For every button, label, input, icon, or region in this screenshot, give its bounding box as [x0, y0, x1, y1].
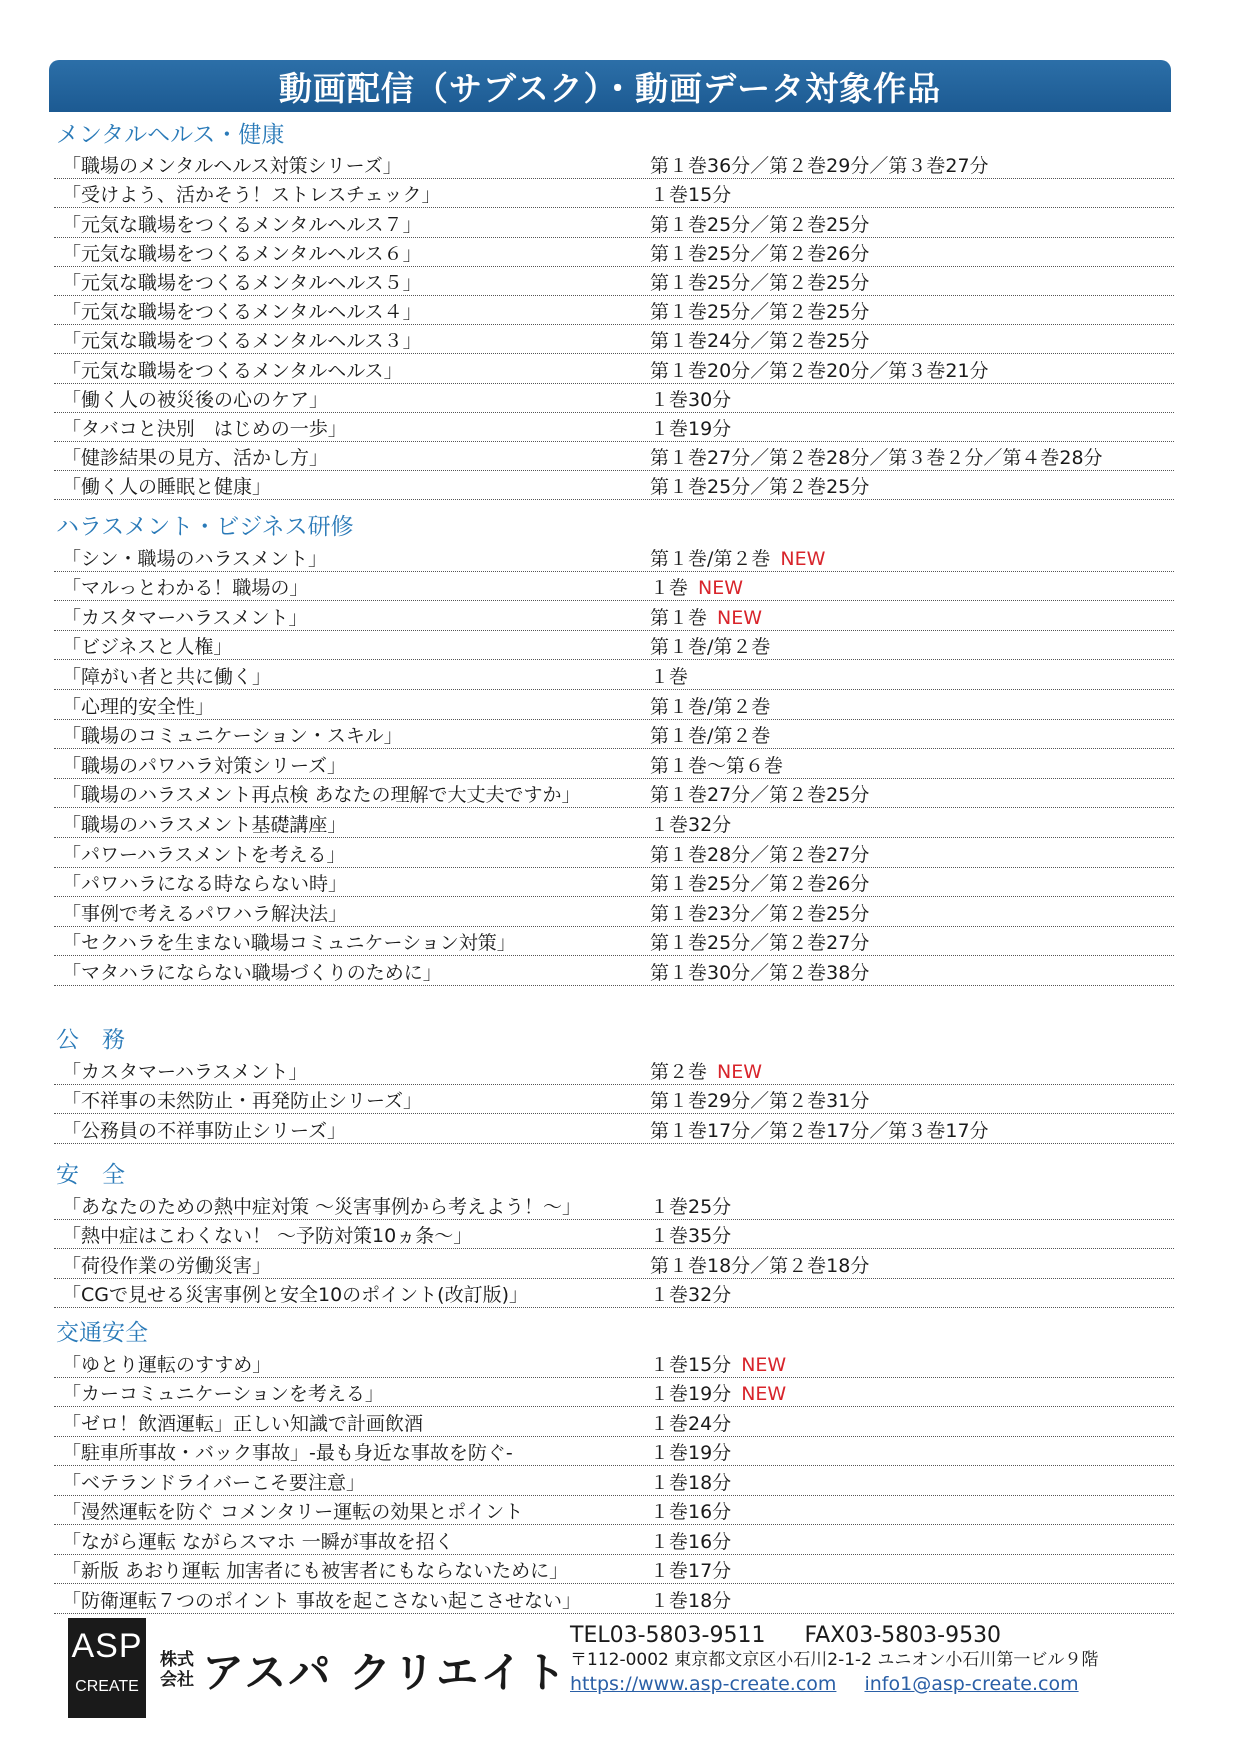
duration-text: １巻15分: [650, 1353, 732, 1376]
duration-text: １巻16分: [650, 1530, 732, 1553]
list-item: [54, 720, 1174, 750]
work-title: 「職場のメンタルヘルス対策シリーズ」: [62, 155, 402, 178]
section-harassment-business: [54, 512, 1174, 986]
work-duration: [650, 840, 1174, 867]
list-item: [54, 150, 1174, 179]
duration-text: 第１巻20分／第２巻20分／第３巻21分: [650, 359, 989, 382]
duration-text: 第１巻27分／第２巻25分: [650, 784, 870, 807]
work-title: 「カーコミュニケーションを考える」: [62, 1383, 384, 1405]
duration-text: １巻30分: [650, 388, 732, 411]
work-duration: [650, 297, 1174, 324]
work-title: 「カスタマーハラスメント」: [62, 606, 308, 629]
work-duration: [650, 573, 1174, 600]
list-item: [54, 413, 1174, 442]
work-title: 「ベテランドライバーこそ要注意」: [62, 1471, 366, 1494]
list-item: [54, 690, 1174, 720]
duration-text: 第２巻: [650, 1060, 708, 1083]
work-duration: [650, 1527, 1174, 1554]
work-duration: [650, 751, 1174, 778]
work-duration: [650, 1379, 1174, 1406]
work-title: 「新版 あおり運転 加害者にも被害者にもならないために」: [62, 1560, 569, 1582]
duration-text: 第１巻30分／第２巻38分: [650, 961, 870, 984]
work-duration: [650, 210, 1174, 237]
duration-text: １巻19分: [650, 1442, 732, 1464]
work-duration: [650, 180, 1174, 207]
work-title: 「荷役作業の労働災害」: [62, 1254, 272, 1277]
list-item: [54, 838, 1174, 868]
work-title: 「ビジネスと人権」: [62, 636, 233, 659]
list-item: [54, 1085, 1174, 1115]
list-item: [54, 267, 1174, 296]
work-title: 「ゆとり運転のすすめ」: [62, 1353, 272, 1376]
list-item: [54, 1496, 1174, 1526]
list-item: [54, 808, 1174, 838]
work-duration: [650, 268, 1174, 295]
work-title: 「元気な職場をつくるメンタルヘルス３」: [62, 330, 422, 353]
list-item: [54, 471, 1174, 500]
work-duration: [650, 662, 1174, 689]
list-item: [54, 1555, 1174, 1585]
work-title: 「パワハラになる時ならない時」: [62, 873, 348, 896]
work-title: 「あなたのための熱中症対策 ～災害事例から考えよう！～」: [62, 1195, 582, 1218]
list-item: [54, 1220, 1174, 1250]
work-duration: [650, 721, 1174, 748]
address: 〒112-0002 東京都文京区小石川2-1-2 ユニオン小石川第一ビル９階: [570, 1650, 1099, 1670]
duration-text: １巻19分: [650, 1383, 732, 1405]
section-title: 交通安全: [56, 1320, 148, 1346]
duration-text: 第１巻25分／第２巻26分: [650, 242, 870, 265]
list-item: [54, 779, 1174, 809]
section-title: メンタルヘルス・健康: [56, 122, 285, 148]
work-duration: [650, 958, 1174, 985]
duration-text: 第１巻23分／第２巻25分: [650, 902, 870, 925]
work-title: 「元気な職場をつくるメンタルヘルス７」: [62, 213, 422, 236]
contact-info: [570, 1624, 1210, 1696]
list-item: [54, 868, 1174, 898]
work-duration: [650, 1409, 1174, 1436]
list-item: [54, 572, 1174, 602]
work-title: 「健診結果の見方、活かし方」: [62, 447, 329, 470]
duration-text: １巻: [650, 665, 689, 688]
duration-text: 第１巻/第２巻: [650, 636, 771, 659]
duration-text: 第１巻: [650, 606, 708, 629]
company-name: アスパ クリエイト: [202, 1648, 569, 1697]
work-duration: [650, 414, 1174, 441]
duration-text: １巻25分: [650, 1195, 732, 1218]
work-duration: [650, 928, 1174, 955]
work-duration: [650, 356, 1174, 383]
list-item: [54, 442, 1174, 471]
list-item: [54, 1249, 1174, 1279]
work-duration: [650, 443, 1174, 470]
list-item: [54, 1378, 1174, 1408]
work-title: 「職場のハラスメント再点検 あなたの理解で大丈夫ですか」: [62, 784, 581, 807]
duration-text: １巻32分: [650, 813, 732, 836]
work-duration: [650, 1251, 1174, 1278]
work-duration: [650, 544, 1174, 571]
fax-number: FAX03-5803-9530: [804, 1623, 1002, 1648]
duration-text: 第１巻28分／第２巻27分: [650, 843, 870, 866]
work-title: 「元気な職場をつくるメンタルヘルス６」: [62, 242, 422, 265]
work-title: 「受けよう、活かそう！ストレスチェック」: [62, 184, 441, 207]
work-title: 「事例で考えるパワハラ解決法」: [62, 902, 348, 925]
list-item: [54, 1437, 1174, 1467]
work-title: 「職場のコミュニケーション・スキル」: [62, 725, 403, 748]
work-duration: [650, 326, 1174, 353]
list-item: [54, 1407, 1174, 1437]
work-title: 「漫然運転を防ぐ コメンタリー運転の効果とポイント: [62, 1501, 524, 1523]
work-duration: [650, 1192, 1174, 1219]
list-item: [54, 384, 1174, 413]
work-duration: [650, 1497, 1174, 1524]
section-safety: [54, 1160, 1174, 1308]
list-item: [54, 897, 1174, 927]
work-duration: [650, 603, 1174, 630]
work-title: 「不祥事の未然防止・再発防止シリーズ」: [62, 1090, 423, 1112]
section-traffic-safety: [54, 1318, 1174, 1614]
work-duration: [650, 1438, 1174, 1465]
work-duration: [650, 385, 1174, 412]
new-badge: NEW: [741, 1383, 787, 1405]
work-title: 「防衛運転７つのポイント 事故を起こさない起こさせない」: [62, 1589, 582, 1612]
new-badge: NEW: [741, 1353, 787, 1376]
work-duration: [650, 692, 1174, 719]
links-line: [570, 1672, 1210, 1696]
website-link[interactable]: https://www.asp-create.com: [570, 1673, 837, 1695]
list-item: [54, 1584, 1174, 1614]
duration-text: １巻: [650, 577, 689, 600]
work-title: 「タバコと決別 はじめの一歩」: [62, 417, 347, 440]
duration-text: 第１巻/第２巻: [650, 695, 771, 718]
work-title: 「マタハラにならない職場づくりのために」: [62, 961, 442, 984]
section-public-service: [54, 1025, 1174, 1144]
section-title: 安 全: [56, 1162, 125, 1188]
duration-text: １巻16分: [650, 1501, 732, 1523]
work-duration: [650, 1586, 1174, 1613]
duration-text: 第１巻/第２巻: [650, 547, 771, 570]
work-duration: [650, 869, 1174, 896]
list-item: [54, 601, 1174, 631]
new-badge: NEW: [698, 577, 744, 600]
list-item: [54, 296, 1174, 325]
duration-text: １巻19分: [650, 417, 732, 440]
list-item: [54, 1190, 1174, 1220]
work-title: 「セクハラを生まない職場コミュニケーション対策」: [62, 932, 516, 955]
duration-text: 第１巻25分／第２巻27分: [650, 932, 870, 955]
section-mental-health: [54, 120, 1174, 500]
work-title: 「ゼロ！飲酒運転」正しい知識で計画飲酒: [62, 1412, 424, 1435]
duration-text: 第１巻25分／第２巻25分: [650, 271, 870, 294]
duration-text: １巻24分: [650, 1412, 732, 1435]
list-item: [54, 1525, 1174, 1555]
list-item: [54, 325, 1174, 354]
work-duration: [650, 1086, 1174, 1113]
work-duration: [650, 1221, 1174, 1248]
logo-create-text: CREATE: [75, 1678, 139, 1695]
list-item: [54, 354, 1174, 383]
work-duration: [650, 472, 1174, 499]
work-duration: [650, 1468, 1174, 1495]
list-item: [54, 1114, 1174, 1144]
work-title: 「シン・職場のハラスメント」: [62, 547, 327, 570]
work-duration: [650, 151, 1174, 178]
company-logo: [68, 1618, 146, 1718]
section-title: ハラスメント・ビジネス研修: [56, 514, 354, 540]
duration-text: １巻15分: [650, 184, 732, 207]
work-title: 「心理的安全性」: [62, 695, 215, 718]
work-duration: [650, 1116, 1174, 1143]
work-title: 「熱中症はこわくない！ ～予防対策10ヵ条～」: [62, 1225, 473, 1247]
company-name-block: [160, 1640, 568, 1700]
work-title: 「職場のパワハラ対策シリーズ」: [62, 754, 347, 777]
duration-text: 第１巻～第６巻: [650, 754, 784, 777]
work-duration: [650, 632, 1174, 659]
duration-text: １巻32分: [650, 1284, 732, 1306]
page-title: 動画配信（サブスク）・動画データ対象作品: [278, 68, 942, 108]
list-item: [54, 542, 1174, 572]
logo-asp-text: ASP: [71, 1627, 143, 1665]
work-title: 「元気な職場をつくるメンタルヘルス」: [62, 359, 403, 382]
work-title: 「パワーハラスメントを考える」: [62, 843, 346, 866]
work-duration: [650, 1057, 1174, 1084]
list-item: [54, 179, 1174, 208]
duration-text: 第１巻27分／第２巻28分／第３巻２分／第４巻28分: [650, 447, 1103, 470]
duration-text: 第１巻36分／第２巻29分／第３巻27分: [650, 155, 989, 178]
duration-text: 第１巻25分／第２巻26分: [650, 873, 870, 896]
list-item: [54, 660, 1174, 690]
list-item: [54, 749, 1174, 779]
duration-text: １巻17分: [650, 1560, 732, 1582]
list-item: [54, 208, 1174, 237]
duration-text: 第１巻29分／第２巻31分: [650, 1090, 870, 1112]
duration-text: １巻18分: [650, 1471, 732, 1494]
work-title: 「元気な職場をつくるメンタルヘルス４」: [62, 301, 422, 324]
work-title: 「公務員の不祥事防止シリーズ」: [62, 1119, 347, 1142]
new-badge: NEW: [717, 606, 763, 629]
header-banner: [49, 60, 1171, 112]
duration-text: 第１巻/第２巻: [650, 725, 771, 748]
duration-text: 第１巻24分／第２巻25分: [650, 330, 870, 353]
work-duration: [650, 780, 1174, 807]
list-item: [54, 631, 1174, 661]
duration-text: 第１巻25分／第２巻25分: [650, 301, 870, 324]
work-title: 「マルっとわかる！職場の」: [62, 577, 309, 600]
work-title: 「働く人の被災後の心のケア」: [62, 388, 329, 411]
work-duration: [650, 899, 1174, 926]
list-item: [54, 1055, 1174, 1085]
list-item: [54, 1348, 1174, 1378]
work-title: 「元気な職場をつくるメンタルヘルス５」: [62, 271, 422, 294]
work-duration: [650, 1280, 1174, 1307]
email-link[interactable]: info1@asp-create.com: [864, 1673, 1079, 1695]
work-title: 「カスタマーハラスメント」: [62, 1060, 308, 1083]
work-duration: [650, 239, 1174, 266]
duration-text: １巻35分: [650, 1225, 732, 1247]
phone-fax-line: [570, 1624, 1210, 1648]
list-item: [54, 1466, 1174, 1496]
duration-text: 第１巻25分／第２巻25分: [650, 476, 870, 499]
work-title: 「ながら運転 ながらスマホ 一瞬が事故を招く: [62, 1530, 454, 1553]
company-kind: 株式 会社: [160, 1650, 194, 1690]
duration-text: 第１巻18分／第２巻18分: [650, 1254, 870, 1277]
work-title: 「働く人の睡眠と健康」: [62, 476, 272, 499]
duration-text: 第１巻17分／第２巻17分／第３巻17分: [650, 1119, 989, 1142]
list-item: [54, 927, 1174, 957]
section-title: 公 務: [56, 1027, 125, 1053]
list-item: [54, 956, 1174, 986]
work-duration: [650, 1556, 1174, 1583]
work-title: 「障がい者と共に働く」: [62, 665, 272, 688]
work-duration: [650, 1350, 1174, 1377]
duration-text: １巻18分: [650, 1589, 732, 1612]
list-item: [54, 238, 1174, 267]
new-badge: NEW: [780, 547, 826, 570]
duration-text: 第１巻25分／第２巻25分: [650, 213, 870, 236]
work-title: 「CGで見せる災害事例と安全10のポイント(改訂版)」: [62, 1284, 528, 1306]
work-title: 「職場のハラスメント基礎講座」: [62, 813, 347, 836]
new-badge: NEW: [717, 1060, 763, 1083]
list-item: [54, 1279, 1174, 1309]
work-duration: [650, 810, 1174, 837]
tel-number: TEL03-5803-9511: [570, 1623, 766, 1648]
work-title: 「駐車所事故・バック事故」-最も身近な事故を防ぐ-: [62, 1442, 513, 1464]
